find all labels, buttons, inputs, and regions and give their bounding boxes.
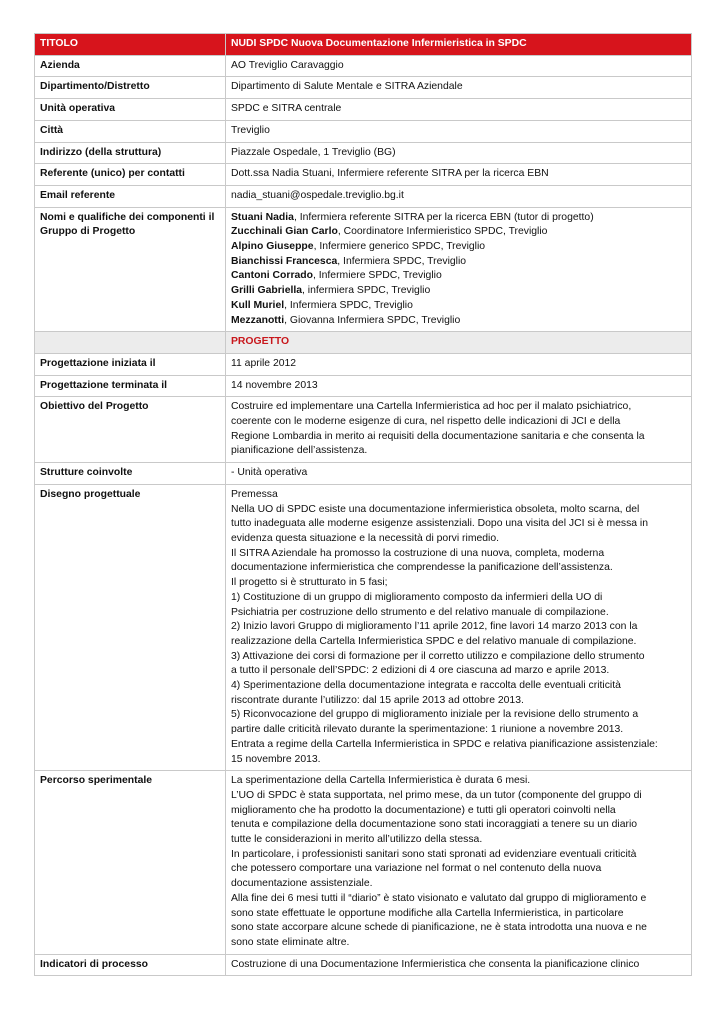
structures-row bbox=[35, 463, 692, 485]
text-line: Entrata a regime della Cartella Infermieristica in SPDC e relativa pianificazione assistenziale: bbox=[231, 738, 658, 750]
indicators-row bbox=[35, 954, 692, 976]
objective-text bbox=[226, 397, 692, 463]
field-value: Dipartimento di Salute Mentale e SITRA Aziendale bbox=[226, 77, 692, 99]
member-name: Kull Muriel bbox=[231, 299, 285, 311]
member-name: Mezzanotti bbox=[231, 314, 285, 326]
text-line: riscontrate durante l’utilizzo: dal 15 aprile 2013 ad ottobre 2013. bbox=[231, 694, 524, 706]
path-row bbox=[35, 771, 692, 954]
text-line: Il progetto si è strutturato in 5 fasi; bbox=[231, 577, 388, 589]
email-row bbox=[35, 185, 692, 207]
text-line: documentazione infermieristica che comprendesse la panificazione dell’assistenza. bbox=[231, 562, 613, 574]
member-role: , infermiera SPDC, Treviglio bbox=[302, 285, 431, 297]
title-value: NUDI SPDC Nuova Documentazione Infermieristica in SPDC bbox=[226, 34, 692, 56]
text-line: Nella UO di SPDC esiste una documentazione infermieristica obsoleta, molto scarna, del bbox=[231, 503, 640, 515]
text-line: 3) Attivazione dei corsi di formazione per il corretto utilizzo e compilazione dello strumento bbox=[231, 650, 645, 662]
text-line: che potessero comportare una variazione nel format o nel contenuto della nuova bbox=[231, 863, 602, 875]
progetto-section-row bbox=[35, 332, 692, 354]
text-line: pianificazione dell’assistenza. bbox=[231, 445, 368, 457]
field-label: Obiettivo del Progetto bbox=[35, 397, 226, 463]
field-value: Treviglio bbox=[226, 120, 692, 142]
text-line: tenuta e compilazione della documentazione sono stati incoraggiati a tenere su un diario bbox=[231, 819, 638, 831]
field-label: Città bbox=[35, 120, 226, 142]
azienda-row bbox=[35, 55, 692, 77]
field-value: AO Treviglio Caravaggio bbox=[226, 55, 692, 77]
member-role: , Infermiere SPDC, Treviglio bbox=[312, 270, 442, 282]
text-line: evidenza questa situazione e la necessità di porvi rimedio. bbox=[231, 532, 500, 544]
field-label: Percorso sperimentale bbox=[35, 771, 226, 954]
member-item bbox=[231, 269, 686, 284]
text-line: sono state accorpare alcune schede di pianificazione, ne è stata introdotta una nuova e ne bbox=[231, 922, 647, 934]
text-line: Regione Lombardia in merito ai requisiti della documentazione sanitaria e che consenta la bbox=[231, 430, 645, 442]
text-line: La sperimentazione della Cartella Infermieristica è durata 6 mesi. bbox=[231, 775, 531, 787]
member-item bbox=[231, 299, 686, 314]
field-label: Azienda bbox=[35, 55, 226, 77]
text-line: 2) Inizio lavori Gruppo di miglioramento l’11 aprile 2012, fine lavori 14 marzo 2013 con la bbox=[231, 621, 638, 633]
field-label: Unità operativa bbox=[35, 99, 226, 121]
field-label: Disegno progettuale bbox=[35, 484, 226, 770]
path-text bbox=[226, 771, 692, 954]
member-name: Bianchissi Francesca bbox=[231, 255, 338, 267]
member-item bbox=[231, 255, 686, 270]
text-line: coerente con le moderne esigenze di cura, nel rispetto delle indicazioni di JCI e della bbox=[231, 416, 621, 428]
member-name: Cantoni Corrado bbox=[231, 270, 313, 282]
project-form-table bbox=[34, 33, 692, 976]
objective-row bbox=[35, 397, 692, 463]
dipartimento-row bbox=[35, 77, 692, 99]
text-line: sono state eliminate altre. bbox=[231, 936, 350, 948]
text-line: documentazione assistenziale. bbox=[231, 878, 373, 890]
text-line: 5) Riconvocazione del gruppo di miglioramento iniziale per la revisione dello strumento a bbox=[231, 709, 639, 721]
text-line: Alla fine dei 6 mesi tutti il “diario” è stato visionato e valutato dal gruppo di miglioramento e bbox=[231, 892, 647, 904]
field-value: Dott.ssa Nadia Stuani, Infermiere referente SITRA per la ricerca EBN bbox=[226, 164, 692, 186]
text-line: miglioramento che ha prodotto la documentazione) e tutti gli operatori coinvolti nella bbox=[231, 804, 616, 816]
member-role: , Infermiera SPDC, Treviglio bbox=[337, 255, 467, 267]
design-text bbox=[226, 484, 692, 770]
section-label: PROGETTO bbox=[226, 332, 692, 354]
design-row bbox=[35, 484, 692, 770]
text-line: partire dalle criticità rilevato durante la sperimentazione: 1 riunione a novembre 2013. bbox=[231, 724, 624, 736]
member-role: , Coordinatore Infermieristico SPDC, Treviglio bbox=[337, 226, 548, 238]
member-name: Alpino Giuseppe bbox=[231, 241, 314, 253]
member-item bbox=[231, 284, 686, 299]
members-row bbox=[35, 207, 692, 332]
field-label: Progettazione terminata il bbox=[35, 375, 226, 397]
end-date-row bbox=[35, 375, 692, 397]
field-label: Referente (unico) per contatti bbox=[35, 164, 226, 186]
field-label: Dipartimento/Distretto bbox=[35, 77, 226, 99]
field-label: Indicatori di processo bbox=[35, 954, 226, 976]
title-key: TITOLO bbox=[35, 34, 226, 56]
members-list bbox=[226, 207, 692, 332]
text-line: 15 novembre 2013. bbox=[231, 753, 321, 765]
field-value: - Unità operativa bbox=[226, 463, 692, 485]
member-role: , Infermiera SPDC, Treviglio bbox=[284, 299, 413, 311]
text-line: In particolare, i professionisti sanitari sono stati spronati ad evidenziare eventuali criticità bbox=[231, 848, 637, 860]
member-item bbox=[231, 314, 686, 329]
text-line: 4) Sperimentazione della documentazione integrata e raccolta delle eventuali criticità bbox=[231, 680, 621, 692]
member-name: Zucchinali Gian Carlo bbox=[231, 226, 338, 238]
field-label: Strutture coinvolte bbox=[35, 463, 226, 485]
text-line: L’UO di SPDC è stata supportata, nel primo mese, da un tutor (componente del gruppo di bbox=[231, 789, 642, 801]
field-value: SPDC e SITRA centrale bbox=[226, 99, 692, 121]
member-item bbox=[231, 240, 686, 255]
indirizzo-row bbox=[35, 142, 692, 164]
field-value: 14 novembre 2013 bbox=[226, 375, 692, 397]
text-line: Costruire ed implementare una Cartella Infermieristica ad hoc per il malato psichiatrico, bbox=[231, 401, 632, 413]
text-line: a tutto il personale dell’SPDC: 2 edizioni di 4 ore ciascuna ad marzo e aprile 2013. bbox=[231, 665, 610, 677]
text-line: tutto inadeguata alle moderne esigenze assistenziali. Dopo una visita del JCI si è messa in bbox=[231, 518, 649, 530]
referente-row bbox=[35, 164, 692, 186]
text-line: tutte le considerazioni in merito all’utilizzo della stessa. bbox=[231, 834, 483, 846]
member-item bbox=[231, 225, 686, 240]
text-line: sono state effettuate le opportune modifiche alla Cartella Infermieristica, in particolare bbox=[231, 907, 624, 919]
field-label: Indirizzo (della struttura) bbox=[35, 142, 226, 164]
citta-row bbox=[35, 120, 692, 142]
text-line: 1) Costituzione di un gruppo di miglioramento composto da infermieri della UO di bbox=[231, 591, 603, 603]
text-line: Psichiatria per costruzione dello strumento e del relativo manuale di compilazione. bbox=[231, 606, 609, 618]
member-name: Stuani Nadia bbox=[231, 211, 294, 223]
field-label: Progettazione iniziata il bbox=[35, 353, 226, 375]
start-date-row bbox=[35, 353, 692, 375]
member-item bbox=[231, 211, 686, 226]
member-role: , Infermiera referente SITRA per la ricerca EBN (tutor di progetto) bbox=[293, 211, 594, 223]
text-line: Premessa bbox=[231, 488, 278, 500]
field-value: 11 aprile 2012 bbox=[226, 353, 692, 375]
member-role: , Giovanna Infermiera SPDC, Treviglio bbox=[284, 314, 461, 326]
field-value: Costruzione di una Documentazione Infermieristica che consenta la pianificazione clinico bbox=[226, 954, 692, 976]
email-value: nadia_stuani@ospedale.treviglio.bg.it bbox=[226, 185, 692, 207]
unita-operativa-row bbox=[35, 99, 692, 121]
title-row bbox=[35, 34, 692, 56]
member-role: , Infermiere generico SPDC, Treviglio bbox=[313, 241, 486, 253]
section-empty-cell bbox=[35, 332, 226, 354]
field-label: Nomi e qualifiche dei componenti il Gruppo di Progetto bbox=[35, 207, 226, 332]
member-name: Grilli Gabriella bbox=[231, 285, 303, 297]
field-label: Email referente bbox=[35, 185, 226, 207]
text-line: Il SITRA Aziendale ha promosso la costruzione di una nuova, completa, moderna bbox=[231, 547, 605, 559]
field-value: Piazzale Ospedale, 1 Treviglio (BG) bbox=[226, 142, 692, 164]
text-line: realizzazione della Cartella Infermieristica SPDC e del relativo manuale di compilazione. bbox=[231, 635, 637, 647]
